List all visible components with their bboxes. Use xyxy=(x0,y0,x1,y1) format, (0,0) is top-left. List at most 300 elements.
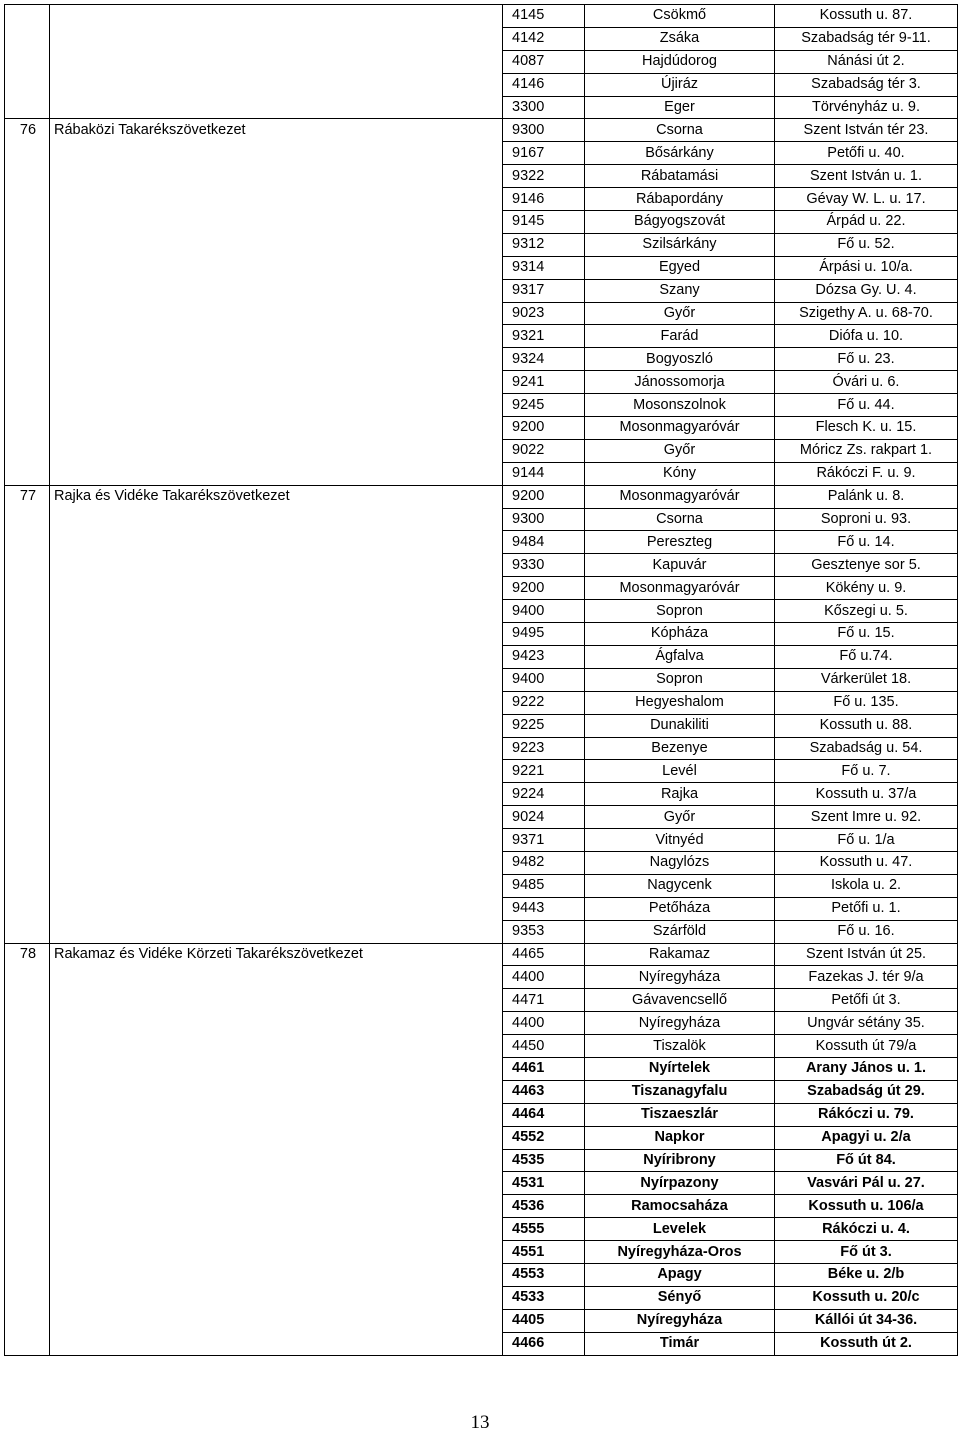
address-cell: Kossuth u. 88. xyxy=(775,714,958,737)
address-cell: Rákóczi u. 4. xyxy=(775,1218,958,1241)
institution-number-cell xyxy=(5,1195,50,1218)
postal-code-cell: 9221 xyxy=(503,760,585,783)
address-cell: Arany János u. 1. xyxy=(775,1057,958,1080)
address-cell: Dózsa Gy. U. 4. xyxy=(775,279,958,302)
postal-code-cell: 4464 xyxy=(503,1103,585,1126)
city-cell: Levél xyxy=(585,760,775,783)
institution-number-cell: 77 xyxy=(5,485,50,508)
institution-name-cell xyxy=(50,348,503,371)
city-cell: Nyíregyháza-Oros xyxy=(585,1241,775,1264)
city-cell: Levelek xyxy=(585,1218,775,1241)
institution-number-cell xyxy=(5,645,50,668)
table-row xyxy=(5,1149,958,1172)
table-row xyxy=(5,554,958,577)
table-row xyxy=(5,142,958,165)
address-cell: Fő u. 15. xyxy=(775,623,958,646)
institution-number-cell xyxy=(5,1286,50,1309)
address-cell: Kossuth u. 106/a xyxy=(775,1195,958,1218)
institution-number-cell xyxy=(5,989,50,1012)
postal-code-cell: 9022 xyxy=(503,439,585,462)
institution-number-cell xyxy=(5,96,50,119)
institution-number-cell xyxy=(5,142,50,165)
postal-code-cell: 9241 xyxy=(503,371,585,394)
institution-number-cell xyxy=(5,256,50,279)
institution-number-cell xyxy=(5,188,50,211)
address-cell: Fő u. 23. xyxy=(775,348,958,371)
institution-name-cell xyxy=(50,691,503,714)
institution-name-cell xyxy=(50,96,503,119)
institution-number-cell xyxy=(5,600,50,623)
address-cell: Fő u. 7. xyxy=(775,760,958,783)
city-cell: Újiráz xyxy=(585,73,775,96)
city-cell: Gávavencsellő xyxy=(585,989,775,1012)
address-cell: Szabadság tér 9-11. xyxy=(775,27,958,50)
table-row xyxy=(5,1057,958,1080)
institution-number-cell xyxy=(5,371,50,394)
institution-name-cell xyxy=(50,531,503,554)
postal-code-cell: 9200 xyxy=(503,417,585,440)
table-row xyxy=(5,371,958,394)
table-row xyxy=(5,623,958,646)
institution-number-cell xyxy=(5,897,50,920)
postal-code-cell: 4146 xyxy=(503,73,585,96)
institution-number-cell xyxy=(5,1309,50,1332)
institution-name-cell xyxy=(50,600,503,623)
institution-number-cell xyxy=(5,211,50,234)
city-cell: Kópháza xyxy=(585,623,775,646)
postal-code-cell: 4533 xyxy=(503,1286,585,1309)
city-cell: Bősárkány xyxy=(585,142,775,165)
institution-number-cell xyxy=(5,348,50,371)
institution-number-cell xyxy=(5,1080,50,1103)
postal-code-cell: 4535 xyxy=(503,1149,585,1172)
institution-name-cell xyxy=(50,439,503,462)
institution-number-cell xyxy=(5,874,50,897)
city-cell: Rábatamási xyxy=(585,165,775,188)
institution-name-cell xyxy=(50,1080,503,1103)
institution-name-cell xyxy=(50,1195,503,1218)
institution-name-cell xyxy=(50,371,503,394)
page-number: 13 xyxy=(470,1412,490,1433)
institution-number-cell xyxy=(5,1103,50,1126)
institution-name-cell xyxy=(50,851,503,874)
address-cell: Kossuth u. 47. xyxy=(775,851,958,874)
address-cell: Szabadság tér 3. xyxy=(775,73,958,96)
postal-code-cell: 9484 xyxy=(503,531,585,554)
institution-name-cell xyxy=(50,462,503,485)
address-cell: Óvári u. 6. xyxy=(775,371,958,394)
institution-name-cell xyxy=(50,1172,503,1195)
institution-name-cell xyxy=(50,1332,503,1355)
institution-number-cell xyxy=(5,1126,50,1149)
table-row xyxy=(5,829,958,852)
address-cell: Ungvár sétány 35. xyxy=(775,1012,958,1035)
table-row xyxy=(5,508,958,531)
city-cell: Mosonszolnok xyxy=(585,394,775,417)
postal-code-cell: 4465 xyxy=(503,943,585,966)
institution-name-cell xyxy=(50,966,503,989)
institution-number-cell xyxy=(5,439,50,462)
institution-number-cell xyxy=(5,302,50,325)
institution-name-cell: Rakamaz és Vidéke Körzeti Takarékszövetkezet xyxy=(50,943,503,966)
address-cell: Árpád u. 22. xyxy=(775,211,958,234)
table-row xyxy=(5,1286,958,1309)
institution-name-cell xyxy=(50,897,503,920)
table-row xyxy=(5,165,958,188)
institution-number-cell xyxy=(5,1332,50,1355)
address-cell: Kossuth út 2. xyxy=(775,1332,958,1355)
institution-name-cell xyxy=(50,1263,503,1286)
table-row xyxy=(5,73,958,96)
institution-number-cell xyxy=(5,1241,50,1264)
address-cell: Szabadság u. 54. xyxy=(775,737,958,760)
institution-number-cell xyxy=(5,27,50,50)
table-row xyxy=(5,1103,958,1126)
city-cell: Tiszalök xyxy=(585,1035,775,1058)
postal-code-cell: 4531 xyxy=(503,1172,585,1195)
postal-code-cell: 4405 xyxy=(503,1309,585,1332)
table-row xyxy=(5,1080,958,1103)
address-cell: Petőfi u. 1. xyxy=(775,897,958,920)
institution-name-cell xyxy=(50,279,503,302)
postal-code-cell: 4461 xyxy=(503,1057,585,1080)
institution-number-cell xyxy=(5,394,50,417)
postal-code-cell: 4553 xyxy=(503,1263,585,1286)
institution-name-cell xyxy=(50,1149,503,1172)
postal-code-cell: 9324 xyxy=(503,348,585,371)
address-cell: Flesch K. u. 15. xyxy=(775,417,958,440)
postal-code-cell: 9300 xyxy=(503,119,585,142)
address-cell: Fő u. 14. xyxy=(775,531,958,554)
address-cell: Szigethy A. u. 68-70. xyxy=(775,302,958,325)
city-cell: Egyed xyxy=(585,256,775,279)
city-cell: Győr xyxy=(585,439,775,462)
institution-name-cell xyxy=(50,1241,503,1264)
address-cell: Fő u. 1/a xyxy=(775,829,958,852)
address-cell: Rákóczi u. 79. xyxy=(775,1103,958,1126)
city-cell: Sopron xyxy=(585,668,775,691)
city-cell: Kapuvár xyxy=(585,554,775,577)
city-cell: Rábapordány xyxy=(585,188,775,211)
institution-number-cell xyxy=(5,737,50,760)
table-row xyxy=(5,874,958,897)
table-row xyxy=(5,1012,958,1035)
city-cell: Bágyogszovát xyxy=(585,211,775,234)
address-cell: Szent István u. 1. xyxy=(775,165,958,188)
institution-name-cell xyxy=(50,714,503,737)
table-row xyxy=(5,897,958,920)
address-cell: Szent István tér 23. xyxy=(775,119,958,142)
city-cell: Zsáka xyxy=(585,27,775,50)
table-row xyxy=(5,531,958,554)
institution-number-cell xyxy=(5,325,50,348)
city-cell: Szárföld xyxy=(585,920,775,943)
postal-code-cell: 9023 xyxy=(503,302,585,325)
table-row xyxy=(5,50,958,73)
institution-name-cell xyxy=(50,165,503,188)
table-row xyxy=(5,783,958,806)
branch-table-body xyxy=(5,5,958,1356)
address-cell: Fazekas J. tér 9/a xyxy=(775,966,958,989)
address-cell: Palánk u. 8. xyxy=(775,485,958,508)
address-cell: Fő u. 135. xyxy=(775,691,958,714)
table-row xyxy=(5,485,958,508)
postal-code-cell: 9300 xyxy=(503,508,585,531)
institution-number-cell xyxy=(5,554,50,577)
postal-code-cell: 4400 xyxy=(503,1012,585,1035)
institution-name-cell xyxy=(50,645,503,668)
table-row xyxy=(5,1172,958,1195)
institution-name-cell xyxy=(50,920,503,943)
postal-code-cell: 9167 xyxy=(503,142,585,165)
city-cell: Mosonmagyaróvár xyxy=(585,485,775,508)
table-row xyxy=(5,1241,958,1264)
city-cell: Vitnyéd xyxy=(585,829,775,852)
address-cell: Fő út 3. xyxy=(775,1241,958,1264)
address-cell: Kossuth u. 37/a xyxy=(775,783,958,806)
address-cell: Szent István út 25. xyxy=(775,943,958,966)
address-cell: Petőfi u. 40. xyxy=(775,142,958,165)
institution-number-cell xyxy=(5,851,50,874)
postal-code-cell: 9224 xyxy=(503,783,585,806)
postal-code-cell: 9400 xyxy=(503,600,585,623)
postal-code-cell: 9495 xyxy=(503,623,585,646)
institution-name-cell xyxy=(50,1035,503,1058)
institution-name-cell xyxy=(50,302,503,325)
postal-code-cell: 9200 xyxy=(503,485,585,508)
institution-number-cell xyxy=(5,920,50,943)
institution-name-cell xyxy=(50,829,503,852)
institution-number-cell xyxy=(5,1172,50,1195)
institution-name-cell xyxy=(50,188,503,211)
city-cell: Bezenye xyxy=(585,737,775,760)
city-cell: Nyíribrony xyxy=(585,1149,775,1172)
institution-name-cell xyxy=(50,394,503,417)
table-row xyxy=(5,920,958,943)
table-row xyxy=(5,691,958,714)
city-cell: Győr xyxy=(585,302,775,325)
address-cell: Soproni u. 93. xyxy=(775,508,958,531)
institution-number-cell xyxy=(5,531,50,554)
table-row xyxy=(5,417,958,440)
address-cell: Diófa u. 10. xyxy=(775,325,958,348)
institution-number-cell xyxy=(5,1057,50,1080)
table-row xyxy=(5,462,958,485)
city-cell: Csorna xyxy=(585,508,775,531)
table-row xyxy=(5,1263,958,1286)
table-row xyxy=(5,760,958,783)
address-cell: Rákóczi F. u. 9. xyxy=(775,462,958,485)
postal-code-cell: 9144 xyxy=(503,462,585,485)
table-row xyxy=(5,119,958,142)
postal-code-cell: 9400 xyxy=(503,668,585,691)
table-row xyxy=(5,394,958,417)
institution-name-cell xyxy=(50,737,503,760)
postal-code-cell: 4142 xyxy=(503,27,585,50)
city-cell: Timár xyxy=(585,1332,775,1355)
postal-code-cell: 9024 xyxy=(503,806,585,829)
institution-name-cell xyxy=(50,1012,503,1035)
table-row xyxy=(5,27,958,50)
table-row xyxy=(5,439,958,462)
address-cell: Fő u. 16. xyxy=(775,920,958,943)
postal-code-cell: 9482 xyxy=(503,851,585,874)
postal-code-cell: 9314 xyxy=(503,256,585,279)
postal-code-cell: 9321 xyxy=(503,325,585,348)
address-cell: Árpási u. 10/a. xyxy=(775,256,958,279)
table-row xyxy=(5,211,958,234)
table-row xyxy=(5,256,958,279)
institution-number-cell: 78 xyxy=(5,943,50,966)
institution-number-cell xyxy=(5,760,50,783)
institution-name-cell xyxy=(50,623,503,646)
city-cell: Csorna xyxy=(585,119,775,142)
institution-number-cell xyxy=(5,1035,50,1058)
institution-number-cell xyxy=(5,783,50,806)
address-cell: Petőfi út 3. xyxy=(775,989,958,1012)
institution-number-cell xyxy=(5,829,50,852)
postal-code-cell: 4087 xyxy=(503,50,585,73)
table-row xyxy=(5,348,958,371)
table-row xyxy=(5,1309,958,1332)
institution-name-cell xyxy=(50,5,503,28)
postal-code-cell: 9146 xyxy=(503,188,585,211)
city-cell: Nagylózs xyxy=(585,851,775,874)
institution-number-cell xyxy=(5,714,50,737)
city-cell: Győr xyxy=(585,806,775,829)
address-cell: Gévay W. L. u. 17. xyxy=(775,188,958,211)
address-cell: Kossuth út 79/a xyxy=(775,1035,958,1058)
city-cell: Sopron xyxy=(585,600,775,623)
city-cell: Bogyoszló xyxy=(585,348,775,371)
city-cell: Ágfalva xyxy=(585,645,775,668)
institution-number-cell xyxy=(5,417,50,440)
institution-name-cell xyxy=(50,783,503,806)
postal-code-cell: 3300 xyxy=(503,96,585,119)
table-row xyxy=(5,668,958,691)
city-cell: Napkor xyxy=(585,1126,775,1149)
institution-number-cell xyxy=(5,50,50,73)
institution-name-cell xyxy=(50,233,503,256)
postal-code-cell: 9322 xyxy=(503,165,585,188)
address-cell: Kossuth u. 20/c xyxy=(775,1286,958,1309)
city-cell: Nyírtelek xyxy=(585,1057,775,1080)
institution-number-cell xyxy=(5,1012,50,1035)
table-row xyxy=(5,188,958,211)
city-cell: Kóny xyxy=(585,462,775,485)
address-cell: Fő u.74. xyxy=(775,645,958,668)
institution-name-cell xyxy=(50,508,503,531)
institution-number-cell xyxy=(5,73,50,96)
table-row xyxy=(5,1332,958,1355)
city-cell: Nyíregyháza xyxy=(585,1309,775,1332)
table-row xyxy=(5,5,958,28)
table-row xyxy=(5,645,958,668)
address-cell: Gesztenye sor 5. xyxy=(775,554,958,577)
city-cell: Apagy xyxy=(585,1263,775,1286)
address-cell: Móricz Zs. rakpart 1. xyxy=(775,439,958,462)
branch-table xyxy=(4,4,958,1356)
postal-code-cell: 9371 xyxy=(503,829,585,852)
institution-name-cell xyxy=(50,1286,503,1309)
city-cell: Farád xyxy=(585,325,775,348)
postal-code-cell: 4450 xyxy=(503,1035,585,1058)
table-row xyxy=(5,1126,958,1149)
address-cell: Várkerület 18. xyxy=(775,668,958,691)
institution-name-cell xyxy=(50,1103,503,1126)
postal-code-cell: 9317 xyxy=(503,279,585,302)
institution-name-cell xyxy=(50,577,503,600)
institution-number-cell xyxy=(5,668,50,691)
table-row xyxy=(5,96,958,119)
institution-number-cell xyxy=(5,508,50,531)
address-cell: Szent Imre u. 92. xyxy=(775,806,958,829)
city-cell: Ramocsaháza xyxy=(585,1195,775,1218)
address-cell: Törvényház u. 9. xyxy=(775,96,958,119)
postal-code-cell: 4536 xyxy=(503,1195,585,1218)
city-cell: Hegyeshalom xyxy=(585,691,775,714)
city-cell: Szany xyxy=(585,279,775,302)
city-cell: Mosonmagyaróvár xyxy=(585,417,775,440)
postal-code-cell: 4471 xyxy=(503,989,585,1012)
postal-code-cell: 4400 xyxy=(503,966,585,989)
institution-name-cell xyxy=(50,256,503,279)
city-cell: Nyírpazony xyxy=(585,1172,775,1195)
city-cell: Nyíregyháza xyxy=(585,966,775,989)
institution-number-cell xyxy=(5,279,50,302)
institution-name-cell xyxy=(50,211,503,234)
city-cell: Jánossomorja xyxy=(585,371,775,394)
institution-name-cell xyxy=(50,417,503,440)
institution-name-cell xyxy=(50,73,503,96)
postal-code-cell: 9145 xyxy=(503,211,585,234)
institution-name-cell xyxy=(50,806,503,829)
table-row xyxy=(5,943,958,966)
institution-name-cell xyxy=(50,554,503,577)
institution-number-cell xyxy=(5,1149,50,1172)
city-cell: Mosonmagyaróvár xyxy=(585,577,775,600)
table-row xyxy=(5,966,958,989)
table-row xyxy=(5,325,958,348)
address-cell: Nánási út 2. xyxy=(775,50,958,73)
institution-name-cell: Rajka és Vidéke Takarékszövetkezet xyxy=(50,485,503,508)
city-cell: Rakamaz xyxy=(585,943,775,966)
city-cell: Pereszteg xyxy=(585,531,775,554)
address-cell: Apagyi u. 2/a xyxy=(775,1126,958,1149)
institution-name-cell xyxy=(50,1057,503,1080)
institution-number-cell xyxy=(5,691,50,714)
institution-name-cell xyxy=(50,1309,503,1332)
address-cell: Vasvári Pál u. 27. xyxy=(775,1172,958,1195)
postal-code-cell: 9200 xyxy=(503,577,585,600)
city-cell: Nagycenk xyxy=(585,874,775,897)
city-cell: Tiszanagyfalu xyxy=(585,1080,775,1103)
postal-code-cell: 9353 xyxy=(503,920,585,943)
table-row xyxy=(5,1195,958,1218)
address-cell: Kökény u. 9. xyxy=(775,577,958,600)
address-cell: Béke u. 2/b xyxy=(775,1263,958,1286)
postal-code-cell: 9485 xyxy=(503,874,585,897)
city-cell: Sényő xyxy=(585,1286,775,1309)
postal-code-cell: 9245 xyxy=(503,394,585,417)
city-cell: Eger xyxy=(585,96,775,119)
postal-code-cell: 4466 xyxy=(503,1332,585,1355)
table-row xyxy=(5,737,958,760)
institution-number-cell xyxy=(5,1218,50,1241)
institution-number-cell xyxy=(5,1263,50,1286)
institution-number-cell xyxy=(5,233,50,256)
institution-name-cell xyxy=(50,989,503,1012)
